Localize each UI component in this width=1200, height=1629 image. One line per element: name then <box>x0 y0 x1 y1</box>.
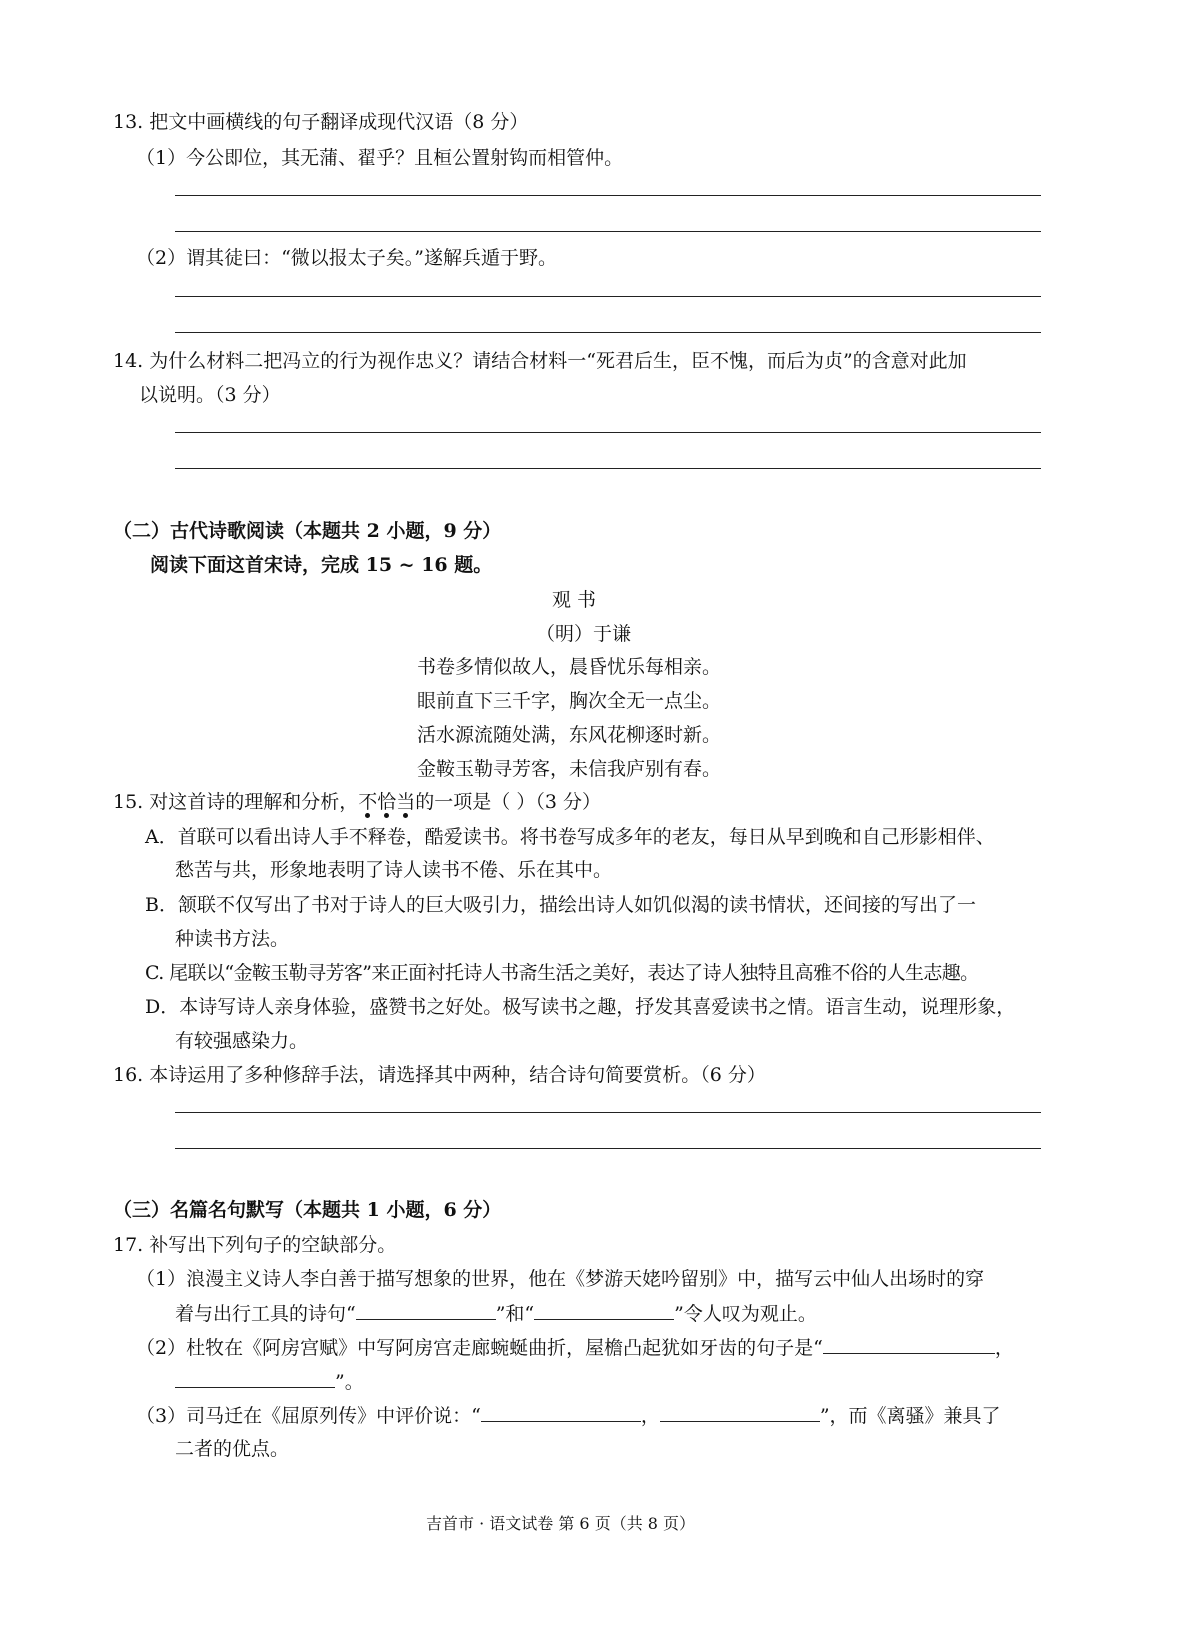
page-footer: 吉首市 · 语文试卷 第 6 页（共 8 页） <box>426 1514 696 1533</box>
q17-s1-line2 <box>175 1301 817 1326</box>
poem-author: （明）于谦 <box>536 623 632 645</box>
q14-line-2: 以说明。（3 分） <box>139 384 281 406</box>
q17-s2-text-a: （2）杜牧在《阿房宫赋》中写阿房宫走廊蜿蜒曲折，屋檐凸起犹如牙齿的句子是“ <box>136 1337 823 1359</box>
q16-title: 16. 本诗运用了多种修辞手法，请选择其中两种，结合诗句简要赏析。（6 分） <box>113 1064 766 1086</box>
q17-s2-line2 <box>175 1369 364 1394</box>
fill-blank[interactable] <box>481 1403 641 1422</box>
poem-line: 书卷多情似故人，晨昏忧乐每相亲。 <box>417 656 722 678</box>
answer-line[interactable] <box>175 1112 1041 1113</box>
answer-line[interactable] <box>175 432 1041 433</box>
section-2-instruction: 阅读下面这首宋诗，完成 15 ~ 16 题。 <box>150 554 493 576</box>
q15-option-c[interactable]: C. 尾联以“金鞍玉勒寻芳客”来正面衬托诗人书斋生活之美好，表达了诗人独特且高雅不俗的人生志趣。 <box>145 962 979 984</box>
fill-blank[interactable] <box>534 1301 674 1320</box>
q15-option-a-cont: 愁苦与共，形象地表明了诗人读书不倦、乐在其中。 <box>175 859 613 881</box>
section-2-heading: （二）古代诗歌阅读（本题共 2 小题，9 分） <box>113 520 502 542</box>
q15-title-suffix: 的一项是（ ）（3 分） <box>415 791 601 813</box>
q17-s2-text-b: ， <box>994 1337 1014 1359</box>
answer-line[interactable] <box>175 231 1041 232</box>
q14-line-1: 14. 为什么材料二把冯立的行为视作忠义？请结合材料一“死君后生，臣不愧，而后为贞”的含意对此加 <box>113 350 967 372</box>
section-3-heading: （三）名篇名句默写（本题共 1 小题，6 分） <box>113 1199 502 1221</box>
q15-option-d[interactable]: D．本诗写诗人亲身体验，盛赞书之好处。极写读书之趣，抒发其喜爱读书之情。语言生动，说理形象， <box>145 996 1016 1018</box>
answer-line[interactable] <box>175 195 1041 196</box>
answer-line[interactable] <box>175 296 1041 297</box>
poem-line: 眼前直下三千字，胸次全无一点尘。 <box>417 690 722 712</box>
q15-option-b-cont: 种读书方法。 <box>175 928 290 950</box>
fill-blank[interactable] <box>660 1403 820 1422</box>
fill-blank[interactable] <box>823 1335 995 1354</box>
q15-option-a[interactable]: A．首联可以看出诗人手不释卷，酷爱读书。将书卷写成多年的老友，每日从早到晚和自己形影相伴、 <box>145 826 995 848</box>
q17-s3-text-c: ”，而《离骚》兼具了 <box>819 1405 1001 1427</box>
answer-line[interactable] <box>175 332 1041 333</box>
q17-title: 17. 补写出下列句子的空缺部分。 <box>113 1234 397 1256</box>
q17-s1-text-b: ”和“ <box>495 1303 535 1325</box>
q15-title <box>113 790 601 814</box>
fill-blank[interactable] <box>175 1369 335 1388</box>
q17-s1-line1: （1）浪漫主义诗人李白善于描写想象的世界，他在《梦游天姥吟留别》中，描写云中仙人出场时的穿 <box>136 1268 985 1290</box>
answer-line[interactable] <box>175 468 1041 469</box>
poem-line: 金鞍玉勒寻芳客，未信我庐别有春。 <box>417 758 722 780</box>
fill-blank[interactable] <box>356 1301 496 1320</box>
poem-title: 观 书 <box>552 589 597 611</box>
q13-sentence-1: （1）今公即位，其无蒲、翟乎？且桓公置射钩而相管仲。 <box>136 147 624 169</box>
poem-line: 活水源流随处满，东风花柳逐时新。 <box>417 724 722 746</box>
q17-s3-text-a: （3）司马迁在《屈原列传》中评价说：“ <box>136 1405 481 1427</box>
q15-option-d-cont: 有较强感染力。 <box>175 1030 309 1052</box>
answer-line[interactable] <box>175 1148 1041 1149</box>
q17-s3-text-b: ， <box>640 1405 660 1427</box>
q17-s1-text-c: ”令人叹为观止。 <box>674 1303 817 1325</box>
q15-title-prefix: 15. 对这首诗的理解和分析， <box>113 791 359 813</box>
q13-title: 13. 把文中画横线的句子翻译成现代汉语（8 分） <box>113 111 529 133</box>
emphasis-text: 不恰当 <box>358 791 415 813</box>
q17-s3-line1 <box>136 1403 1001 1428</box>
q17-s3-line2: 二者的优点。 <box>175 1438 290 1460</box>
q17-s1-text-a: 着与出行工具的诗句“ <box>175 1303 356 1325</box>
q13-sentence-2: （2）谓其徒曰：“微以报太子矣。”遂解兵遁于野。 <box>136 247 558 269</box>
q17-s2-text-c: ”。 <box>335 1371 364 1393</box>
q17-s2-line1 <box>136 1335 1014 1360</box>
q15-option-b[interactable]: B．颔联不仅写出了书对于诗人的巨大吸引力，描绘出诗人如饥似渴的读书情状，还间接的写出了一 <box>145 894 976 916</box>
